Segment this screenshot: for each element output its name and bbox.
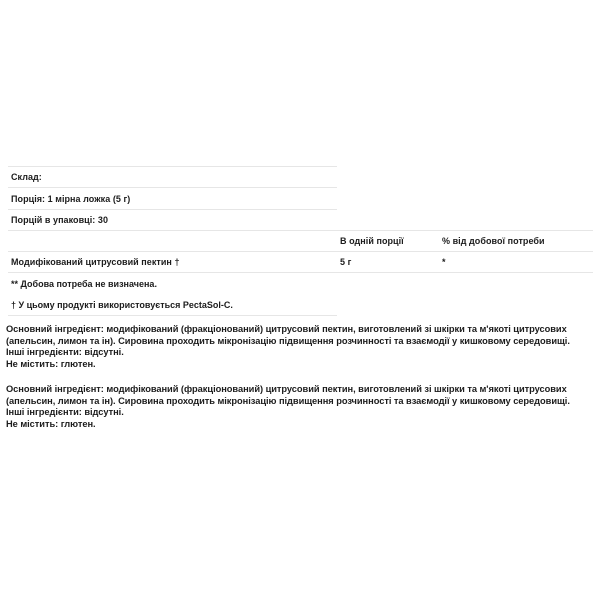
composition-label: Склад: (11, 172, 42, 182)
description-paragraph (6, 384, 596, 430)
footnote-pectasol: † У цьому продукті використовується PectaSol-C. (11, 299, 233, 310)
description-line: Основний інгредієнт: модифікований (фракціонований) цитрусовий пектин, виготовлений зі шкірки та м'якоті цитрусових (6, 384, 567, 394)
other-ingredients-line: Інші інгредієнти: відсутні. (6, 347, 124, 358)
column-header-daily-value: % від добової потреби (442, 236, 545, 246)
allergen-line: Не містить: глютен. (6, 418, 96, 429)
other-ingredients-line: Інші інгредієнти: відсутні. (6, 407, 124, 418)
ingredient-name: Модифікований цитрусовий пектин † (11, 257, 180, 267)
allergen-line: Не містить: глютен. (6, 358, 96, 369)
description-paragraph (6, 324, 596, 370)
composition-row (8, 166, 337, 187)
table-header-row (8, 230, 593, 251)
footnote-daily-value: ** Добова потреба не визначена. (11, 278, 157, 289)
supplement-facts-table (8, 166, 593, 316)
ingredient-amount: 5 г (340, 257, 352, 267)
column-header-amount: В одній порції (340, 236, 404, 246)
table-row (8, 251, 593, 273)
servings-per-container-text: Порцій в упаковці: 30 (11, 215, 109, 225)
footnotes (8, 273, 337, 316)
description-line: Основний інгредієнт: модифікований (фракціонований) цитрусовий пектин, виготовлений зі шкірки та м'якоті цитрусових (6, 324, 567, 334)
servings-per-container-row (8, 209, 337, 230)
description-line: (апельсин, лимон та ін). Сировина проходить мікронізацію підвищення розчинності та взаємодії у кишковому середовищі. (6, 395, 570, 406)
ingredient-daily-value: * (442, 257, 446, 267)
description-line: (апельсин, лимон та ін). Сировина проходить мікронізацію підвищення розчинності та взаємодії у кишковому середовищі. (6, 335, 570, 346)
serving-size-text: Порція: 1 мірна ложка (5 г) (11, 193, 131, 204)
serving-size-row (8, 187, 337, 209)
